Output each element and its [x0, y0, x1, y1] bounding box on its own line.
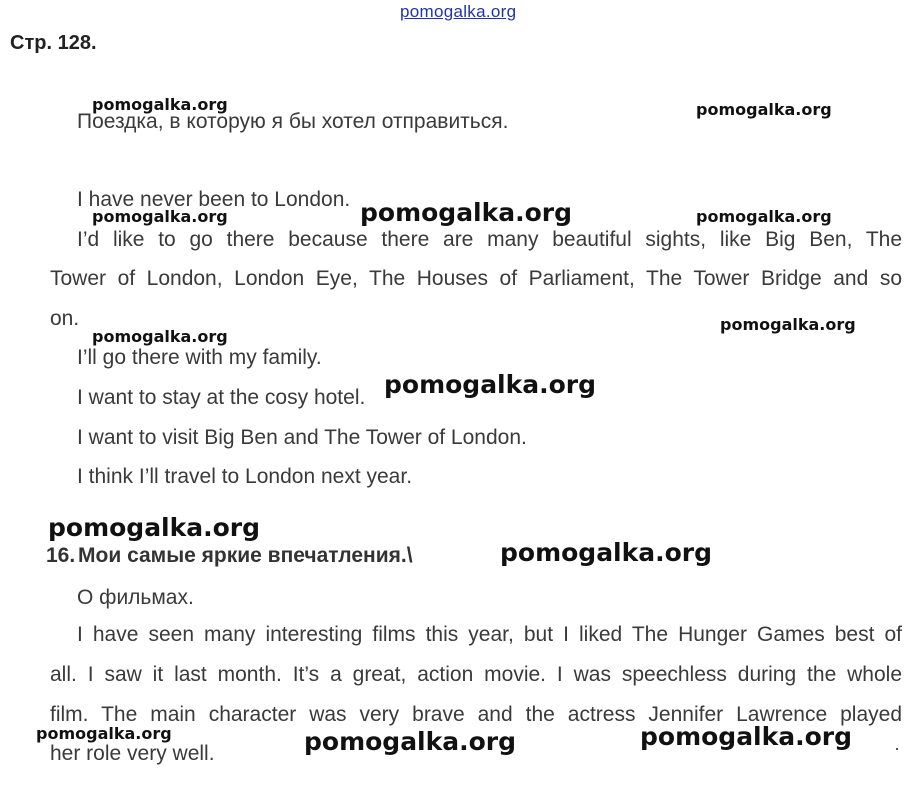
- text-line: I’d like to go there because there are many beautiful sights, like Big Ben, The: [77, 228, 902, 251]
- text-line: I think I’ll travel to London next year.: [77, 465, 413, 488]
- watermark: pomogalka.org: [696, 100, 832, 119]
- watermark: pomogalka.org: [696, 207, 832, 226]
- text-line: I’ll go there with my family.: [77, 346, 322, 369]
- section-heading: Мои самые яркие впечатления.\: [78, 544, 413, 567]
- text-line: film. The main character was very brave and the actress Jennifer Lawrence played: [50, 703, 902, 726]
- text-line: I have seen many interesting films this year, but I liked The Hunger Games best of: [77, 623, 902, 646]
- watermark: pomogalka.org: [92, 207, 228, 226]
- section-subtitle: О фильмах.: [77, 586, 194, 609]
- watermark: pomogalka.org: [360, 198, 573, 227]
- watermark: pomogalka.org: [640, 722, 853, 751]
- watermark: pomogalka.org: [384, 370, 597, 399]
- watermark: pomogalka.org: [92, 327, 228, 346]
- text-line: I want to visit Big Ben and The Tower of London.: [77, 426, 527, 449]
- section-number: 16.: [46, 544, 76, 567]
- text-line: I want to stay at the cosy hotel.: [77, 386, 366, 409]
- text-line: all. I saw it last month. It’s a great, action movie. I was speechless during the whole: [50, 663, 902, 686]
- section-title: Поездка, в которую я бы хотел отправиться.: [77, 110, 509, 133]
- text-line: her role very well.: [50, 742, 215, 765]
- watermark: pomogalka.org: [500, 538, 713, 567]
- watermark: pomogalka.org: [48, 513, 261, 542]
- text-line: Tower of London, London Eye, The Houses of Parliament, The Tower Bridge and so: [50, 267, 902, 290]
- page-label: Стр. 128.: [10, 32, 97, 54]
- watermark: pomogalka.org: [36, 724, 172, 743]
- scan-dot: [896, 748, 898, 750]
- text-line: I have never been to London.: [77, 188, 351, 211]
- watermark: pomogalka.org: [92, 95, 228, 114]
- header-watermark-link[interactable]: pomogalka.org: [400, 2, 517, 21]
- watermark: pomogalka.org: [720, 315, 856, 334]
- watermark: pomogalka.org: [304, 727, 517, 756]
- text-line: on.: [50, 307, 80, 330]
